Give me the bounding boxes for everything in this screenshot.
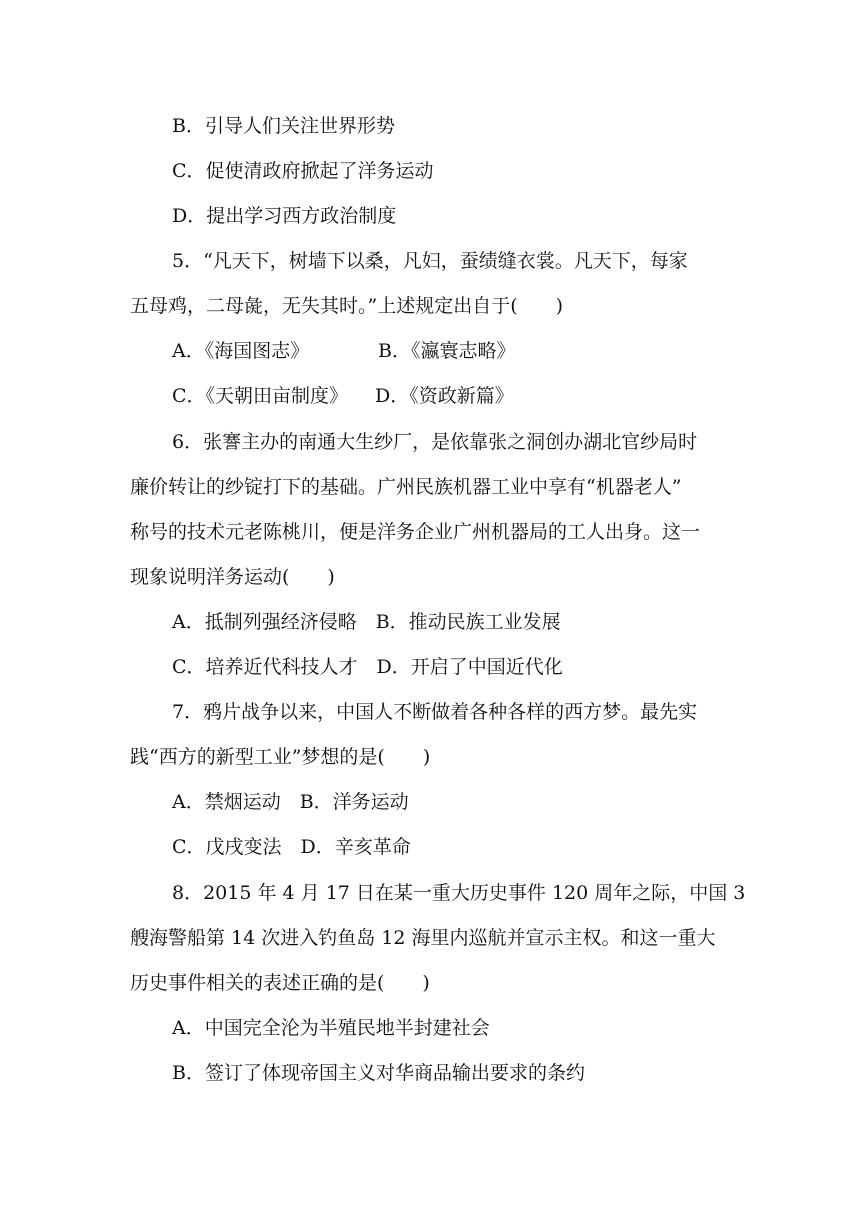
q7-options-row-1: A．禁烟运动 B．洋务运动 bbox=[172, 791, 409, 813]
q4-option-b: B．引导人们关注世界形势 bbox=[172, 115, 395, 137]
q6-options-row-1: A．抵制列强经济侵略 B．推动民族工业发展 bbox=[172, 611, 561, 633]
q5-options-row-1 bbox=[0, 329, 860, 374]
q6-stem-line-2: 廉价转让的纱锭打下的基础。广州民族机器工业中享有“机器老人” bbox=[130, 476, 682, 498]
q6-stem-line-3: 称号的技术元老陈桃川，便是洋务企业广州机器局的工人出身。这一 bbox=[130, 521, 701, 543]
q8-stem-line-3: 历史事件相关的表述正确的是( ) bbox=[130, 972, 430, 994]
q7-stem-line-1: 7．鸦片战争以来，中国人不断做着各种各样的西方梦。最先实 bbox=[172, 701, 698, 723]
q4-option-c: C．促使清政府掀起了洋务运动 bbox=[172, 160, 434, 182]
q5-option-c: C．《天朝田亩制度》 bbox=[172, 385, 349, 407]
q6-options-row-2: C．培养近代科技人才 D．开启了中国近代化 bbox=[172, 656, 563, 678]
q5-option-b: B．《瀛寰志略》 bbox=[378, 340, 516, 362]
q5-stem-line-1: 5．“凡天下，树墙下以桑，凡妇，蚕绩缝衣裳。凡天下，每家 bbox=[172, 250, 688, 272]
q7-options-row-2: C．戊戌变法 D．辛亥革命 bbox=[172, 836, 411, 858]
q8-stem-line-1: 8．2015 年 4 月 17 日在某一重大历史事件 120 周年之际，中国 3 bbox=[172, 882, 746, 904]
q6-stem-line-1: 6．张謇主办的南通大生纱厂，是依靠张之洞创办湖北官纱局时 bbox=[172, 431, 698, 453]
q6-stem-line-4: 现象说明洋务运动( ) bbox=[130, 566, 335, 588]
q8-option-a: A．中国完全沦为半殖民地半封建社会 bbox=[172, 1017, 490, 1039]
q7-stem-line-2: 践“西方的新型工业”梦想的是( ) bbox=[130, 746, 431, 768]
q8-stem-line-2: 艘海警船第 14 次进入钓鱼岛 12 海里内巡航并宣示主权。和这一重大 bbox=[130, 927, 716, 949]
q8-option-b: B．签订了体现帝国主义对华商品输出要求的条约 bbox=[172, 1062, 585, 1084]
q5-option-d: D．《资政新篇》 bbox=[375, 385, 514, 407]
q4-option-d: D．提出学习西方政治制度 bbox=[172, 205, 397, 227]
q5-stem-line-2: 五母鸡，二母彘，无失其时。”上述规定出自于( ) bbox=[130, 295, 564, 317]
q5-options-row-2 bbox=[0, 374, 860, 419]
q5-option-a: A．《海国图志》 bbox=[172, 340, 310, 362]
